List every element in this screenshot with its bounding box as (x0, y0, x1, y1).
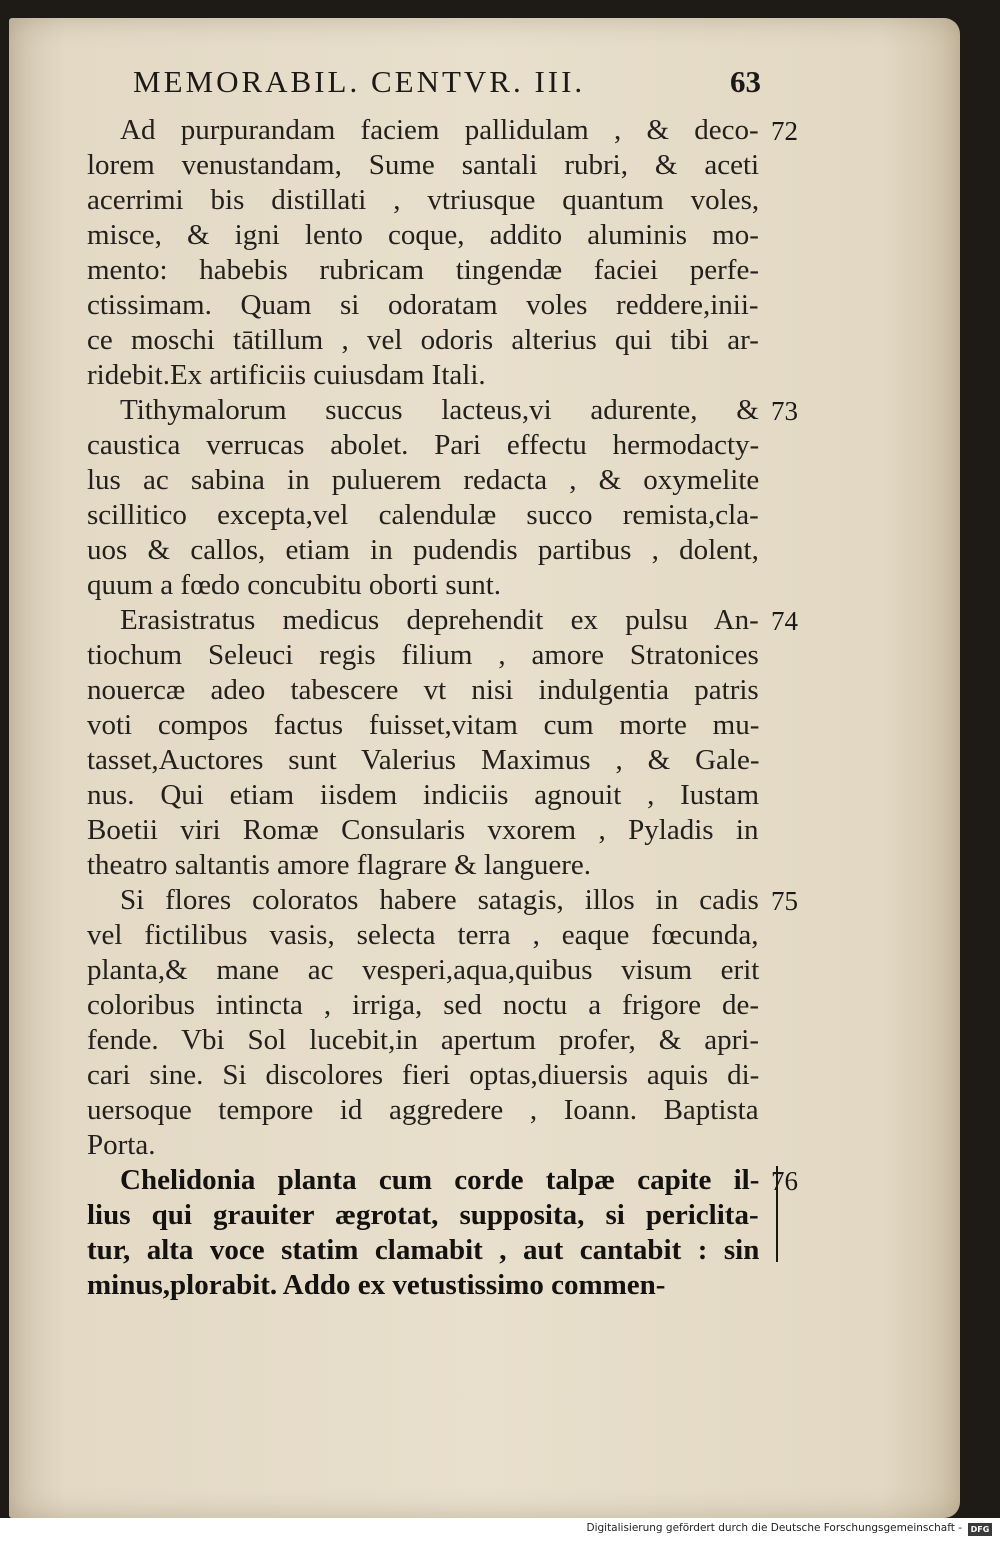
paragraph-line: tasset,Auctores sunt Valerius Maximus , & Gale- (87, 744, 760, 776)
paragraph-line: caustica verrucas abolet. Pari effectu hermodacty- (87, 429, 760, 461)
paragraph-line: voti compos factus fuisset,vitam cum morte mu- (87, 709, 760, 741)
paragraph-line: cari sine. Si discolores fieri optas,diuersis aquis di- (87, 1059, 760, 1091)
paragraph-line: misce, & igni lento coque, addito aluminis mo- (87, 219, 759, 251)
paragraph-line: acerrimi bis distillati , vtriusque quantum voles, (87, 184, 760, 216)
paragraph-line: lus ac sabina in puluerem redacta , & oxymelite (87, 464, 760, 496)
folio-number: 63 (730, 64, 761, 99)
margin-paragraph-number: 74 (771, 606, 798, 636)
paragraph-line: quum a fœdo concubitu oborti sunt. (87, 569, 502, 601)
margin-paragraph-number: 76 (771, 1166, 798, 1196)
paragraph-line: uersoque tempore id aggredere , Ioann. Baptista (87, 1094, 759, 1126)
paragraph-first-line: Erasistratus medicus deprehendit ex pulsu An- (120, 604, 759, 636)
paragraph-line: ce moschi tātillum , vel odoris alterius qui tibi ar- (87, 324, 759, 356)
paragraph-first-line: Chelidonia planta cum corde talpæ capite il- (120, 1164, 760, 1196)
paragraph-line: lius qui grauiter ægrotat, supposita, si periclita- (87, 1199, 759, 1231)
paragraph-line: minus,plorabit. Addo ex vetustissimo commen- (87, 1269, 666, 1301)
margin-bracket (768, 1166, 778, 1262)
paragraph-line: ctissimam. Quam si odoratam voles reddere,inii- (87, 289, 759, 321)
margin-paragraph-number: 72 (771, 116, 798, 146)
paragraph-line: fende. Vbi Sol lucebit,in apertum profer, & apri- (87, 1024, 760, 1056)
paragraph-line: scillitico excepta,vel calendulæ succo remista,cla- (87, 499, 759, 531)
paragraph-line: Porta. (87, 1129, 156, 1161)
paragraph-line: uos & callos, etiam in pudendis partibus , dolent, (87, 534, 759, 566)
paragraph-first-line: Si flores coloratos habere satagis, illos in cadis (120, 884, 759, 916)
margin-paragraph-number: 75 (771, 886, 798, 916)
paragraph-line: tur, alta voce statim clamabit , aut cantabit : sin (87, 1234, 760, 1266)
paragraph-line: theatro saltantis amore flagrare & languere. (87, 849, 592, 881)
paragraph-line: mento: habebis rubricam tingendæ faciei perfe- (87, 254, 759, 286)
paragraph-line: nus. Qui etiam iisdem indiciis agnouit , Iustam (87, 779, 760, 811)
paragraph-line: coloribus intincta , irriga, sed noctu a frigore de- (87, 989, 760, 1021)
paragraph-line: planta,& mane ac vesperi,aqua,quibus visum erit (87, 954, 760, 986)
footer-credit: Digitalisierung gefördert durch die Deutsche Forschungsgemeinschaft - (586, 1522, 962, 1534)
paragraph-first-line: Tithymalorum succus lacteus,vi adurente, & (120, 394, 759, 426)
paragraph-line: lorem venustandam, Sume santali rubri, & aceti (87, 149, 760, 181)
paragraph-line: Boetii viri Romæ Consularis vxorem , Pyladis in (87, 814, 759, 846)
dfg-logo: DFG (968, 1523, 992, 1536)
digitization-footer (0, 1518, 1000, 1543)
paragraph-line: ridebit.Ex artificiis cuiusdam Itali. (87, 359, 486, 391)
paragraph-first-line: Ad purpurandam faciem pallidulam , & deco- (120, 114, 759, 146)
margin-paragraph-number: 73 (771, 396, 798, 426)
paragraph-line: tiochum Seleuci regis filium , amore Stratonices (87, 639, 759, 671)
paragraph-line: nouercæ adeo tabescere vt nisi indulgentia patris (87, 674, 759, 706)
running-head-title: MEMORABIL. CENTVR. III. (133, 64, 586, 99)
paragraph-line: vel fictilibus vasis, selecta terra , eaque fœcunda, (87, 919, 759, 951)
